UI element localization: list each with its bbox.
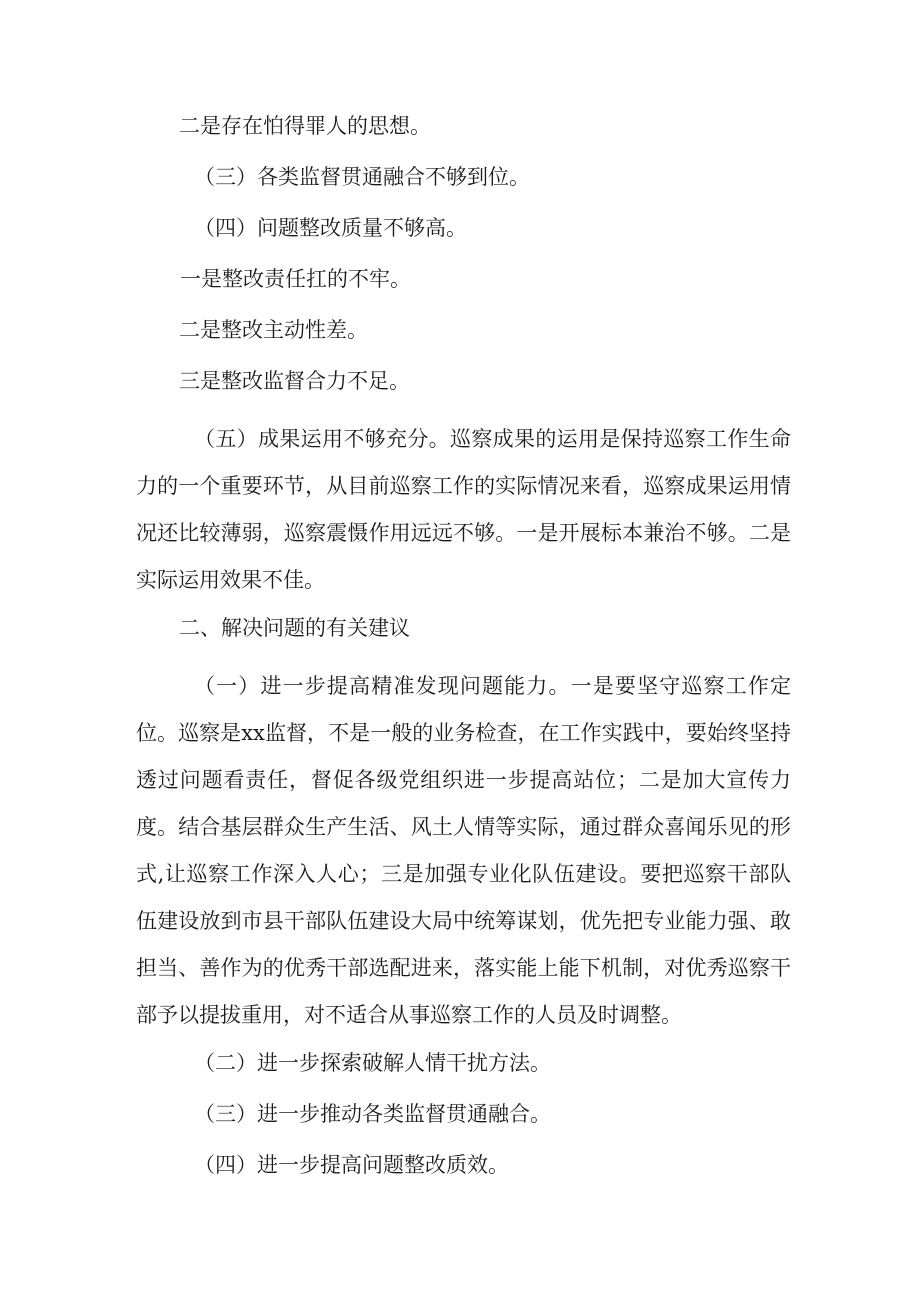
section-heading-2: 二、解决问题的有关建议 (179, 616, 410, 640)
paragraph-1: 二是存在怕得罪人的思想。 (179, 114, 431, 138)
paragraph-11-heading: （三）进一步推动各类监督贯通融合。 (194, 1102, 551, 1126)
paragraph-7-section: （五）成果运用不够充分。巡察成果的运用是保持巡察工作生命力的一个重要环节，从目前巡察工作的实际情况来看，巡察成果运用情况还比较薄弱，巡察震慑作用远远不够。一是开展标本兼治不够。二是实际运用效果不佳。 (136, 427, 791, 592)
paragraph-3-heading: （四）问题整改质量不够高。 (194, 216, 467, 240)
paragraph-12-heading: （四）进一步提高问题整改质效。 (194, 1153, 509, 1177)
paragraph-5: 二是整改主动性差。 (179, 318, 368, 342)
paragraph-2-heading: （三）各类监督贯通融合不够到位。 (194, 165, 530, 189)
paragraph-9-section: （一）进一步提高精准发现问题能力。一是要坚守巡察工作定位。巡察是xx监督，不是一般的业务检查，在工作实践中，要始终坚持透过问题看责任，督促各级党组织进一步提高站位；二是加大宣传力度。结合基层群众生产生活、风土人情等实际，通过群众喜闻乐见的形式,让巡察工作深入人心；三是加强专业化队伍建设。要把巡察干部队伍建设放到市县干部队伍建设大局中统筹谋划，优先把专业能力强、敢担当、善作为的优秀干部选配进来，落实能上能下机制，对优秀巡察干部予以提拔重用，对不适合从事巡察工作的人员及时调整。 (136, 674, 791, 1027)
paragraph-10-heading: （二）进一步探索破解人情干扰方法。 (194, 1051, 551, 1075)
paragraph-6: 三是整改监督合力不足。 (179, 369, 410, 393)
paragraph-4: 一是整改责任扛的不牢。 (180, 267, 411, 291)
document-body (136, 110, 791, 1200)
